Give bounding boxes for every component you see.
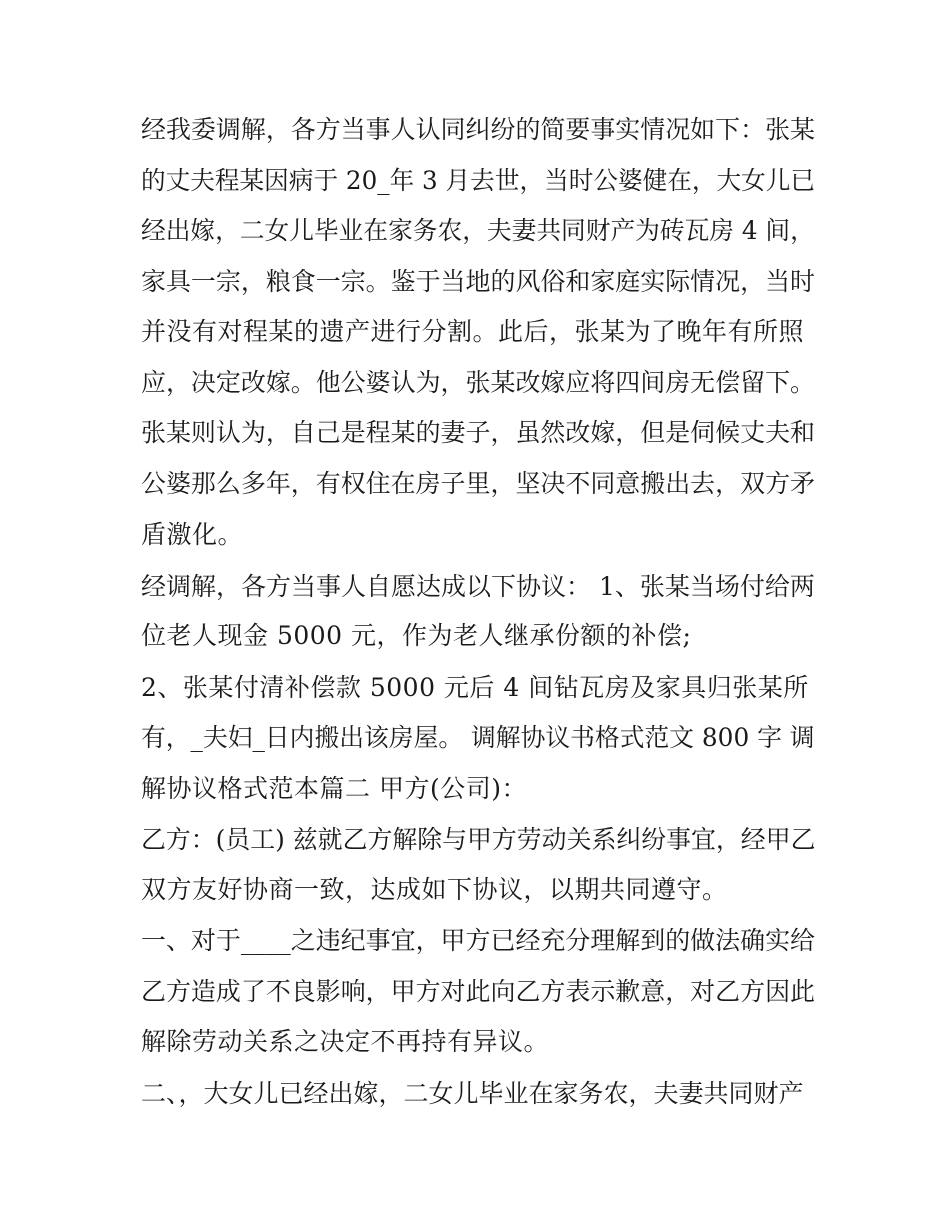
text-line: 解协议格式范本篇二 甲方(公司)： (141, 774, 527, 803)
text-line: 解除劳动关系之决定不再持有异议。 (141, 1027, 550, 1056)
text-line: 家具一宗，粮食一宗。鉴于当地的风俗和家庭实际情况，当时 (141, 267, 816, 296)
text-line: 二、，大女儿已经出嫁，二女儿毕业在家务农，夫妻共同财产 (141, 1079, 804, 1108)
text-line: 经调解，各方当事人自愿达成以下协议： 1、张某当场付给两 (141, 572, 815, 601)
text-line: 张某则认为，自己是程某的妻子，虽然改嫁，但是伺候丈夫和 (141, 418, 816, 447)
text-line: 乙方：(员工) 兹就乙方解除与甲方劳动关系纠纷事宜，经甲乙 (141, 825, 816, 854)
text-line: 并没有对程某的遗产进行分割。此后，张某为了晚年有所照 (141, 317, 805, 346)
text-line: 有，_夫妇_日内搬出该房屋。 调解协议书格式范文 800 字 调 (141, 723, 815, 752)
text-line: 经出嫁，二女儿毕业在家务农，夫妻共同财产为砖瓦房 4 间， (141, 216, 815, 245)
text-line: 应，决定改嫁。他公婆认为，张某改嫁应将四间房无偿留下。 (141, 368, 816, 397)
text-line: 的丈夫程某因病于 20_年 3 月去世，当时公婆健在，大女儿已 (141, 166, 816, 195)
text-line: 双方友好协商一致，达成如下协议，以期共同遵守。 (141, 875, 728, 904)
text-line: 经我委调解，各方当事人认同纠纷的简要事实情况如下：张某 (141, 115, 816, 144)
text-line: 2、张某付清补偿款 5000 元后 4 间钻瓦房及家具归张某所 (141, 673, 809, 702)
text-line: 公婆那么多年，有权住在房子里，坚决不同意搬出去，双方矛 (141, 469, 816, 498)
text-line: 位老人现金 5000 元，作为老人继承份额的补偿; (141, 621, 692, 650)
text-line: 盾激化。 (141, 520, 244, 549)
text-line: 乙方造成了不良影响，甲方对此向乙方表示歉意，对乙方因此 (141, 977, 816, 1006)
text-line: 一、对于____之违纪事宜，甲方已经充分理解到的做法确实给 (141, 926, 816, 955)
